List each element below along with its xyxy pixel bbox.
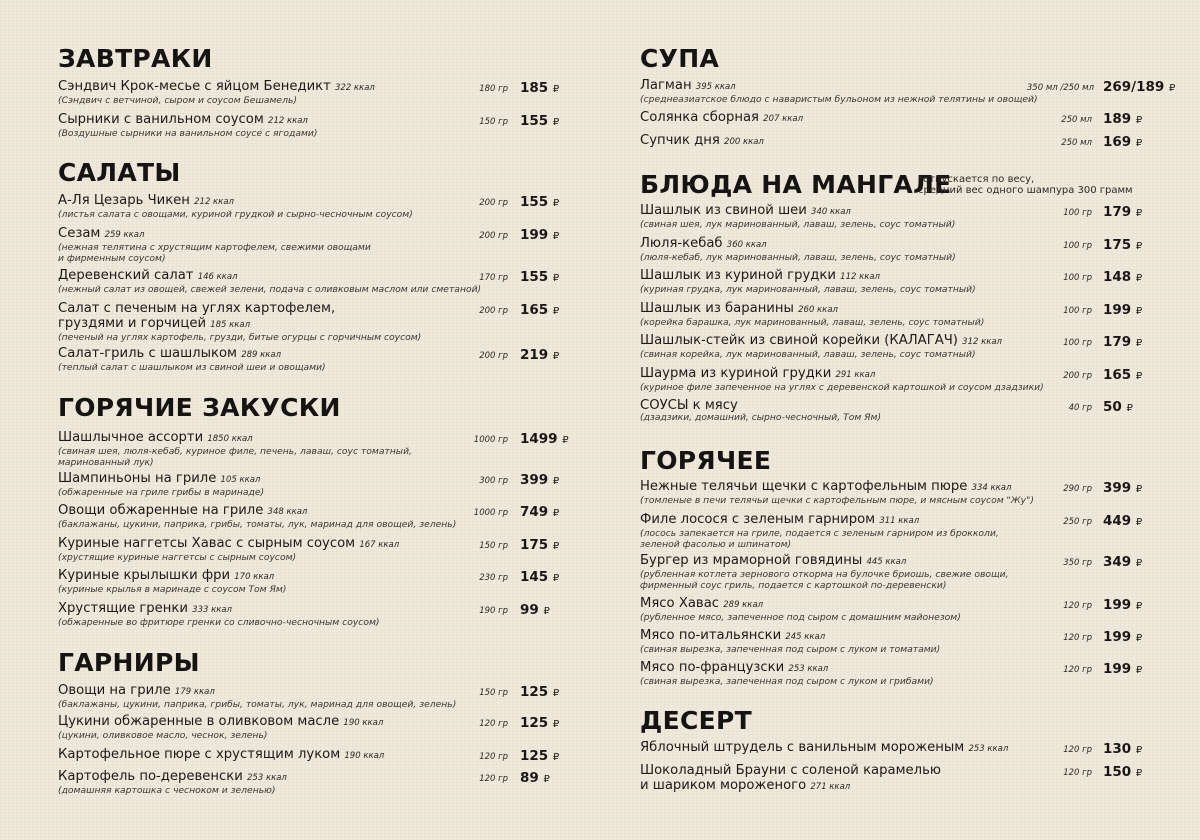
price-value: 199 [1103, 302, 1132, 318]
price-value: 175 [1103, 237, 1132, 253]
currency-sign: ₽ [1135, 745, 1143, 756]
price-value: 148 [1103, 269, 1132, 285]
price-value: 155 [520, 113, 549, 129]
item-price [1103, 741, 1142, 757]
item-kcal: 289 ккал [723, 600, 764, 610]
item-name: Куриные наггетсы Хавас с сырным соусом [58, 536, 356, 551]
item-kcal: 340 ккал [811, 207, 851, 217]
menu-item [640, 479, 1165, 507]
item-price [1103, 204, 1142, 220]
item-description: (корейка барашка, лук маринованный, лаваш, зелень, соус томатный) [640, 317, 985, 328]
menu-item [58, 226, 568, 264]
item-name: Солянка сборная [640, 110, 759, 125]
item-weight: 350 мл /250 мл [1026, 83, 1094, 93]
item-weight: 190 гр [479, 606, 508, 616]
item-name: Сэндвич Крок-месье с яйцом Бенедикт [58, 79, 331, 94]
menu-item [58, 747, 568, 764]
menu-item [640, 740, 1165, 757]
item-weight: 150 гр [479, 541, 508, 551]
currency-sign: ₽ [1135, 484, 1143, 495]
item-price [520, 302, 559, 318]
price-value: 199 [1103, 661, 1132, 677]
currency-sign: ₽ [543, 606, 550, 617]
item-price [520, 504, 559, 520]
item-name: Салат с печеным на углях картофелем, груздями и горчицей [58, 301, 336, 331]
menu-item [640, 596, 1165, 624]
item-kcal: 334 ккал [971, 483, 1012, 493]
item-name: Шашлык-стейк из свиной корейки (КАЛАГАЧ) [640, 333, 958, 348]
item-weight: 100 гр [1063, 338, 1092, 348]
price-value: 269/189 [1103, 79, 1165, 95]
currency-sign: ₽ [552, 84, 560, 95]
item-kcal: 190 ккал [343, 718, 384, 728]
item-name: А-Ля Цезарь Чикен [58, 193, 190, 208]
item-description: (куриные крылья в маринаде с соусом Том Ям) [58, 584, 287, 595]
item-name: Овощи обжаренные на гриле [58, 503, 264, 518]
item-price [520, 269, 559, 285]
price-value: 155 [520, 194, 549, 210]
item-weight: 200 гр [1063, 371, 1092, 381]
item-kcal: 259 ккал [104, 230, 145, 240]
item-kcal: 112 ккал [840, 272, 880, 282]
item-kcal: 212 ккал [268, 116, 308, 126]
item-kcal: 322 ккал [335, 83, 375, 93]
item-kcal: 333 ккал [192, 605, 232, 615]
menu-item [640, 78, 1176, 106]
item-price [1103, 480, 1142, 496]
item-kcal: 245 ккал [785, 632, 826, 642]
menu-item [640, 133, 1165, 150]
item-name: Шашлык из баранины [640, 301, 794, 316]
item-description: (теплый салат с шашлыком из свиной шеи и овощами) [58, 362, 326, 373]
price-value: 150 [1103, 764, 1132, 780]
item-weight: 120 гр [479, 752, 508, 762]
currency-sign: ₽ [552, 273, 560, 284]
section-title: ГАРНИРЫ [58, 648, 200, 677]
price-value: 175 [520, 537, 549, 553]
menu-item [640, 366, 1165, 394]
item-name: Картофельное пюре с хрустящим луком [58, 747, 341, 762]
currency-sign: ₽ [552, 752, 560, 763]
menu-item [58, 112, 568, 140]
menu-item [58, 503, 568, 531]
item-kcal: 312 ккал [962, 337, 1002, 347]
currency-sign: ₽ [552, 198, 560, 209]
section-note: *отпускается по весу, средний вес одного шампура 300 грамм [918, 174, 1133, 196]
item-kcal: 445 ккал [866, 557, 907, 567]
currency-sign: ₽ [1135, 601, 1143, 612]
item-name: Сырники с ванильном соусом [58, 112, 264, 127]
item-kcal: 271 ккал [810, 782, 851, 792]
item-price [520, 770, 550, 786]
menu-item [640, 763, 1165, 795]
item-weight: 290 гр [1063, 484, 1092, 494]
item-weight: 120 гр [1063, 601, 1092, 611]
price-value: 130 [1103, 741, 1132, 757]
item-description: (свиная шея, люля-кебаб, куриное филе, печень, лаваш, соус томатный, маринованный лук) [58, 446, 412, 468]
menu-item [640, 553, 1165, 591]
item-weight: 120 гр [1063, 665, 1092, 675]
item-kcal: 360 ккал [726, 240, 767, 250]
price-value: 189 [1103, 111, 1132, 127]
item-description: (нежная телятина с хрустящим картофелем, свежими овощами и фирменным соусом) [58, 242, 371, 264]
menu-item [640, 333, 1165, 361]
price-value: 165 [1103, 367, 1132, 383]
price-value: 1499 [520, 431, 558, 447]
menu-item [58, 769, 568, 797]
item-price [1103, 629, 1142, 645]
item-weight: 200 гр [479, 231, 508, 241]
item-weight: 1000 гр [473, 435, 508, 445]
menu-item [640, 398, 1165, 424]
currency-sign: ₽ [1135, 768, 1143, 779]
item-weight: 300 гр [479, 476, 508, 486]
menu-item [640, 301, 1165, 329]
item-kcal: 348 ккал [267, 507, 308, 517]
item-description: (баклажаны, цукини, паприка, грибы, томаты, лук, маринад для овощей, зелень) [58, 699, 457, 710]
section-title: САЛАТЫ [58, 158, 181, 187]
item-kcal: 170 ккал [234, 572, 275, 582]
item-weight: 120 гр [1063, 633, 1092, 643]
item-price [520, 748, 559, 764]
item-name: Деревенский салат [58, 268, 194, 283]
menu-item [58, 346, 568, 374]
menu-item [58, 301, 568, 344]
item-name: Салат-гриль с шашлыком [58, 346, 237, 361]
currency-sign: ₽ [552, 573, 560, 584]
item-weight: 120 гр [1063, 745, 1092, 755]
item-kcal: 253 ккал [788, 664, 829, 674]
price-value: 125 [520, 684, 549, 700]
price-value: 199 [1103, 597, 1132, 613]
item-description: (лосось запекается на гриле, подается с зеленым гарниром из брокколи, зеленой фасолью и шпинатом) [640, 528, 999, 550]
item-description: (свиная вырезка, запеченная под сыром с луком и грибами) [640, 676, 934, 687]
price-value: 50 [1103, 399, 1122, 415]
menu-item [58, 683, 568, 711]
section-title: ГОРЯЧЕЕ [640, 446, 772, 475]
item-description: (баклажаны, цукини, паприка, грибы, томаты, лук, маринад для овощей, зелень) [58, 519, 457, 530]
menu-item [640, 236, 1165, 264]
currency-sign: ₽ [1135, 517, 1143, 528]
item-weight: 200 гр [479, 351, 508, 361]
item-name: Шампиньоны на гриле [58, 471, 217, 486]
currency-sign: ₽ [1135, 115, 1143, 126]
item-name: Овощи на гриле [58, 683, 171, 698]
item-price [1103, 79, 1175, 95]
price-value: 99 [520, 602, 539, 618]
item-kcal: 289 ккал [241, 350, 282, 360]
item-name: Шоколадный Брауни с соленой карамелью и шариком мороженого [640, 763, 941, 793]
currency-sign: ₽ [1135, 665, 1143, 676]
menu-item [58, 536, 568, 564]
section-title: ГОРЯЧИЕ ЗАКУСКИ [58, 393, 341, 422]
price-value: 125 [520, 748, 549, 764]
item-name: Шашлык из свиной шеи [640, 203, 807, 218]
price-value: 399 [520, 472, 549, 488]
item-kcal: 146 ккал [197, 272, 238, 282]
item-price [1103, 237, 1142, 253]
item-weight: 250 гр [1063, 517, 1092, 527]
item-weight: 250 мл [1061, 115, 1092, 125]
item-weight: 120 гр [479, 719, 508, 729]
item-price [520, 347, 559, 363]
item-weight: 200 гр [479, 306, 508, 316]
item-weight: 150 гр [479, 117, 508, 127]
currency-sign: ₽ [552, 541, 560, 552]
menu-item [640, 203, 1165, 231]
menu-item [58, 601, 568, 629]
item-weight: 100 гр [1063, 306, 1092, 316]
item-price [1103, 111, 1142, 127]
item-name: Мясо Хавас [640, 596, 720, 611]
currency-sign: ₽ [1135, 633, 1143, 644]
item-weight: 120 гр [479, 774, 508, 784]
item-weight: 150 гр [479, 688, 508, 698]
item-description: (дзадзики, домашний, сырно-чесночный, Том Ям) [640, 412, 882, 423]
menu-item [640, 628, 1165, 656]
price-value: 399 [1103, 480, 1132, 496]
item-description: (Воздушные сырники на ванильном соусе с ягодами) [58, 128, 318, 139]
currency-sign: ₽ [552, 351, 560, 362]
item-price [520, 602, 550, 618]
price-value: 219 [520, 347, 549, 363]
price-value: 449 [1103, 513, 1132, 529]
item-description: (нежный салат из овощей, свежей зелени, подача с оливковым маслом или сметаной) [58, 284, 482, 295]
menu-item [58, 568, 568, 596]
currency-sign: ₽ [1135, 138, 1143, 149]
item-price [520, 537, 559, 553]
item-price [520, 113, 559, 129]
item-weight: 40 гр [1068, 403, 1092, 413]
currency-sign: ₽ [552, 231, 560, 242]
currency-sign: ₽ [552, 688, 560, 699]
item-name: Мясо по-итальянски [640, 628, 782, 643]
menu-item [640, 268, 1165, 296]
price-value: 155 [520, 269, 549, 285]
item-name: Картофель по-деревенски [58, 769, 243, 784]
item-kcal: 212 ккал [194, 197, 234, 207]
item-name: Цукини обжаренные в оливковом масле [58, 714, 340, 729]
price-value: 125 [520, 715, 549, 731]
menu-item [58, 430, 568, 468]
item-name: Бургер из мраморной говядины [640, 553, 863, 568]
currency-sign: ₽ [1135, 306, 1143, 317]
currency-sign: ₽ [552, 117, 560, 128]
item-kcal: 395 ккал [695, 82, 736, 92]
item-price [1103, 302, 1142, 318]
item-weight: 230 гр [479, 573, 508, 583]
item-weight: 100 гр [1063, 241, 1092, 251]
item-name: Шашлычное ассорти [58, 430, 204, 445]
item-weight: 100 гр [1063, 208, 1092, 218]
item-name: Сезам [58, 226, 101, 241]
menu-item [640, 110, 1165, 127]
item-description: (листья салата с овощами, куриной грудкой и сырно-чесночным соусом) [58, 209, 413, 220]
menu-item [58, 79, 568, 107]
item-description: (обжаренные во фритюре гренки со сливочно-чесночным соусом) [58, 617, 380, 628]
item-price [1103, 269, 1142, 285]
currency-sign: ₽ [552, 719, 560, 730]
item-name: Шашлык из куриной грудки [640, 268, 836, 283]
item-description: (куриное филе запеченное на углях с деревенской картошкой и соусом дзадзики) [640, 382, 1044, 393]
item-name: Филе лосося с зеленым гарниром [640, 512, 876, 527]
item-kcal: 185 ккал [210, 320, 251, 330]
item-kcal: 207 ккал [763, 114, 804, 124]
item-price [1103, 399, 1133, 415]
currency-sign: ₽ [1135, 273, 1143, 284]
menu-item [58, 193, 568, 221]
item-weight: 100 гр [1063, 273, 1092, 283]
item-weight: 250 мл [1061, 138, 1092, 148]
currency-sign: ₽ [543, 774, 550, 785]
item-description: (хрустящие куриные наггетсы с сырным соусом) [58, 552, 297, 563]
section-title: СУПА [640, 44, 720, 73]
item-description: (среднеазиатское блюдо с наваристым бульоном из нежной телятины и овощей) [640, 94, 1038, 105]
item-kcal: 190 ккал [344, 751, 385, 761]
item-kcal: 253 ккал [968, 744, 1009, 754]
item-description: (обжаренные на гриле грибы в маринаде) [58, 487, 265, 498]
price-value: 169 [1103, 134, 1132, 150]
section-title: БЛЮДА НА МАНГАЛЕ [640, 170, 952, 199]
item-description: (печеный на углях картофель, грузди, битые огурцы с горчичным соусом) [58, 332, 422, 343]
item-weight: 200 гр [479, 198, 508, 208]
item-name: Люля-кебаб [640, 236, 723, 251]
item-price [1103, 554, 1142, 570]
price-value: 145 [520, 569, 549, 585]
item-price [520, 227, 559, 243]
currency-sign: ₽ [552, 306, 560, 317]
item-kcal: 179 ккал [174, 687, 215, 697]
item-kcal: 200 ккал [724, 137, 764, 147]
item-description: (домашняя картошка с чесноком и зеленью) [58, 785, 276, 796]
item-weight: 120 гр [1063, 768, 1092, 778]
item-description: (цукини, оливковое масло, чеснок, зелень) [58, 730, 268, 741]
item-weight: 350 гр [1063, 558, 1092, 568]
item-name: Мясо по-французски [640, 660, 785, 675]
item-description: (рубленная котлета зернового откорма на булочке бриошь, свежие овощи, фирменный соус гриль, подается с картошкой по-деревенски) [640, 569, 1009, 591]
menu-item [58, 714, 568, 742]
item-description: (куриная грудка, лук маринованный, лаваш, зелень, соус томатный) [640, 284, 976, 295]
item-description: (свиная шея, лук маринованный, лаваш, зелень, соус томатный) [640, 219, 956, 230]
item-name: Лагман [640, 78, 692, 93]
price-value: 749 [520, 504, 549, 520]
item-kcal: 167 ккал [359, 540, 400, 550]
currency-sign: ₽ [1135, 371, 1143, 382]
item-name: Хрустящие гренки [58, 601, 188, 616]
item-name: Шаурма из куриной грудки [640, 366, 832, 381]
menu-item [58, 268, 568, 296]
item-name: Яблочный штрудель с ванильным мороженым [640, 740, 965, 755]
item-price [1103, 597, 1142, 613]
item-price [1103, 367, 1142, 383]
menu-item [58, 471, 568, 499]
item-name: Нежные телячьи щечки с картофельным пюре [640, 479, 968, 494]
item-description: (томленые в печи телячьи щечки с картофельным пюре, и мясным соусом "Жу") [640, 495, 1034, 506]
price-value: 89 [520, 770, 539, 786]
item-kcal: 311 ккал [879, 516, 920, 526]
currency-sign: ₽ [1135, 558, 1143, 569]
item-price [520, 569, 559, 585]
item-name: Куриные крылышки фри [58, 568, 231, 583]
item-price [1103, 334, 1142, 350]
item-price [1103, 513, 1142, 529]
currency-sign: ₽ [552, 476, 560, 487]
currency-sign: ₽ [562, 435, 569, 446]
currency-sign: ₽ [1169, 83, 1176, 94]
item-price [520, 80, 559, 96]
item-weight: 1000 гр [473, 508, 508, 518]
item-description: (рубленное мясо, запеченное под сыром с домашним майонезом) [640, 612, 961, 623]
item-kcal: 260 ккал [798, 305, 838, 315]
section-title: ДЕСЕРТ [640, 706, 752, 735]
item-price [1103, 764, 1142, 780]
item-weight: 180 гр [479, 84, 508, 94]
item-description: (Сэндвич с ветчиной, сыром и соусом Бешамель) [58, 95, 297, 106]
price-value: 349 [1103, 554, 1132, 570]
item-price [520, 472, 559, 488]
price-value: 199 [1103, 629, 1132, 645]
item-kcal: 1850 ккал [207, 434, 253, 444]
price-value: 199 [520, 227, 549, 243]
item-price [520, 194, 559, 210]
item-price [520, 431, 569, 447]
item-description: (люля-кебаб, лук маринованный, лаваш, зелень, соус томатный) [640, 252, 956, 263]
currency-sign: ₽ [1135, 241, 1143, 252]
price-value: 179 [1103, 334, 1132, 350]
currency-sign: ₽ [1126, 403, 1133, 414]
currency-sign: ₽ [552, 508, 560, 519]
menu-item [640, 512, 1165, 550]
currency-sign: ₽ [1135, 338, 1143, 349]
item-kcal: 253 ккал [247, 773, 287, 783]
item-kcal: 291 ккал [835, 370, 876, 380]
price-value: 165 [520, 302, 549, 318]
item-price [1103, 661, 1142, 677]
item-price [1103, 134, 1142, 150]
item-description: (свиная вырезка, запеченная под сыром с луком и томатами) [640, 644, 941, 655]
currency-sign: ₽ [1135, 208, 1143, 219]
item-kcal: 105 ккал [220, 475, 261, 485]
section-title: ЗАВТРАКИ [58, 44, 213, 73]
price-value: 179 [1103, 204, 1132, 220]
price-value: 185 [520, 80, 549, 96]
item-description: (свиная корейка, лук маринованный, лаваш, зелень, соус томатный) [640, 349, 976, 360]
item-price [520, 715, 559, 731]
item-price [520, 684, 559, 700]
item-weight: 170 гр [479, 273, 508, 283]
item-name: СОУСЫ к мясу [640, 398, 738, 413]
item-name: Супчик дня [640, 133, 720, 148]
menu-item [640, 660, 1165, 688]
